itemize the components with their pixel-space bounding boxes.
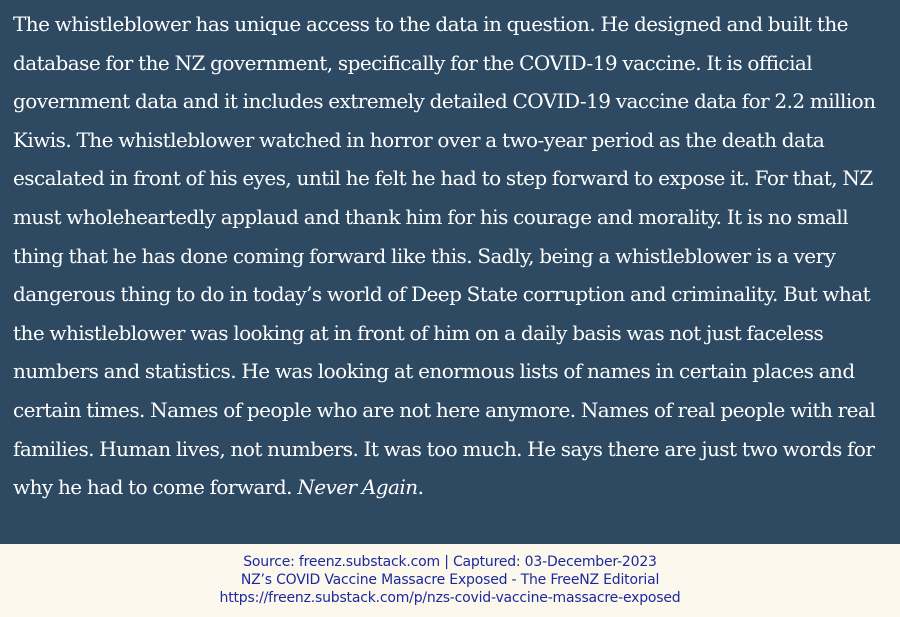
- source-caption: [0, 544, 900, 617]
- source-line-site-capture: Source: freenz.substack.com | Captured: 03-December-2023: [243, 554, 657, 570]
- quote-text: [13, 5, 888, 507]
- quote-closing-emphasis: Never Again: [297, 475, 418, 500]
- quote-body: The whistleblower has unique access to the data in question. He designed and built the database for the NZ government, specifically for the COVID-19 vaccine. It is official government data and it includes extremely detailed COVID-19 vaccine data for 2.2 million Kiwis. The whistleblower watched in horror over a two-year period as the death data escalated in front of his eyes, until he felt he had to step forward to expose it. For that, NZ must wholeheartedly applaud and thank him for his courage and morality. It is no small thing that he has done coming forward like this. Sadly, being a whistleblower is a very dangerous thing to do in today’s world of Deep State corruption and criminality. But what the whistleblower was looking at in front of him on a daily basis was not just faceless numbers and statistics. He was looking at enormous lists of names in certain places and certain times. Names of people who are not here anymore. Names of real people with real families. Human lives, not numbers. It was too much. He says there are just two words for why he had to come forward.: [13, 12, 876, 500]
- source-line-article-title: NZ’s COVID Vaccine Massacre Exposed - The FreeNZ Editorial: [240, 572, 660, 588]
- source-line-url: https://freenz.substack.com/p/nzs-covid-vaccine-massacre-exposed: [219, 590, 681, 606]
- quote-closing-punct: .: [417, 475, 424, 500]
